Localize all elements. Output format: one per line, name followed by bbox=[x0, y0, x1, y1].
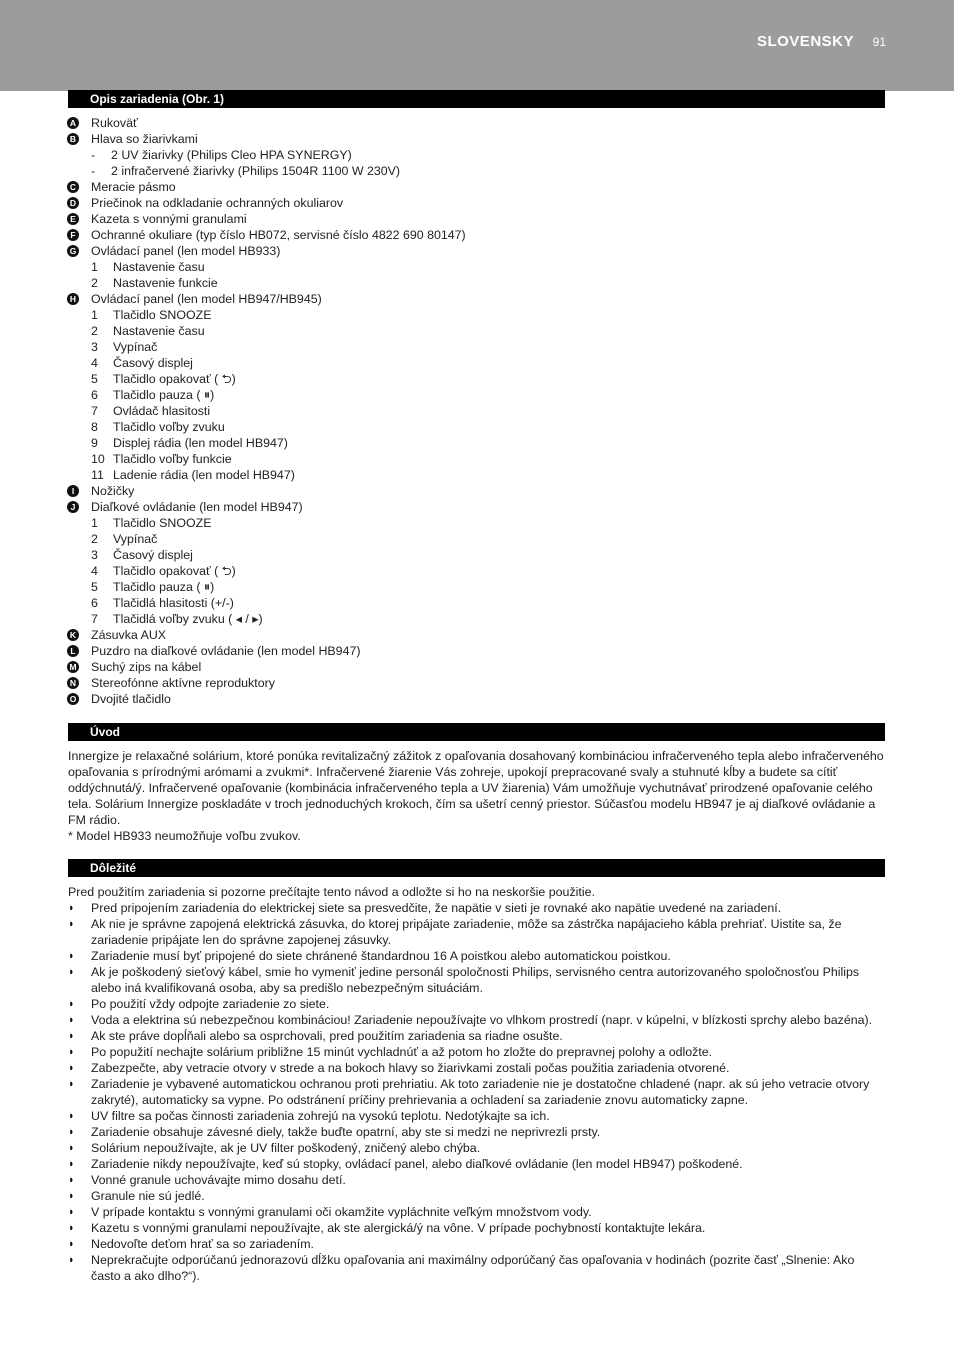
description-row bbox=[68, 451, 885, 467]
part-letter-badge: K bbox=[67, 629, 79, 641]
sub-item-number: 3 bbox=[91, 340, 98, 354]
sub-item-number: 5 bbox=[91, 580, 98, 594]
bullet-text: Ak ste práve dopĺňali alebo sa osprchovali, pred použitím zariadenia sa riadne osušte. bbox=[91, 1029, 563, 1043]
sub-item-label: Časový displej bbox=[113, 356, 193, 370]
sub-item-label: Nastavenie funkcie bbox=[113, 276, 218, 290]
sub-item-label: Tlačidlo voľby zvuku bbox=[113, 420, 225, 434]
part-letter-badge: O bbox=[67, 693, 79, 705]
description-row bbox=[68, 147, 885, 163]
description-row bbox=[68, 243, 885, 259]
bullet-text: Ak nie je správne zapojená elektrická zásuvka, do ktorej pripájate zariadenie, môže sa zástrčka napájacieho kábla prehriať. Uistite sa, že zariadenie pripájate len do správne zapojenej zásuvky. bbox=[91, 917, 842, 947]
description-row bbox=[68, 675, 885, 691]
dash-marker: - bbox=[91, 164, 96, 178]
sub-item-number: 1 bbox=[91, 516, 98, 530]
bullet-item bbox=[68, 900, 885, 916]
bullet-item bbox=[68, 1028, 885, 1044]
bullet-icon: ◗ bbox=[68, 1142, 75, 1154]
part-label: Puzdro na diaľkové ovládanie (len model HB947) bbox=[91, 644, 361, 658]
description-row bbox=[68, 483, 885, 499]
description-row bbox=[68, 387, 885, 403]
sub-item-label: Tlačidlo pauza ( ⏸) bbox=[113, 580, 215, 594]
bullet-icon: ◗ bbox=[68, 1158, 75, 1170]
bullet-item bbox=[68, 1252, 885, 1284]
bullet-icon: ◗ bbox=[68, 1190, 75, 1202]
part-label: Ochranné okuliare (typ číslo HB072, servisné číslo 4822 690 80147) bbox=[91, 228, 466, 242]
sub-item-number: 10 bbox=[91, 452, 105, 466]
sub-item-label: Tlačidlo pauza ( ⏸) bbox=[113, 388, 215, 402]
bullet-icon: ◗ bbox=[68, 1174, 75, 1186]
description-row bbox=[68, 371, 885, 387]
sub-item-label: Vypínač bbox=[113, 340, 158, 354]
part-letter-badge: L bbox=[67, 645, 79, 657]
bullet-icon: ◗ bbox=[68, 1254, 75, 1266]
bullet-item bbox=[68, 1044, 885, 1060]
sub-item-number: 2 bbox=[91, 276, 98, 290]
bullet-icon: ◗ bbox=[68, 1222, 75, 1234]
sub-item-number: 7 bbox=[91, 404, 98, 418]
bullet-item bbox=[68, 1012, 885, 1028]
part-label: Rukoväť bbox=[91, 116, 138, 130]
bullet-text: Granule nie sú jedlé. bbox=[91, 1189, 205, 1203]
description-row bbox=[68, 355, 885, 371]
sub-item-number: 1 bbox=[91, 308, 98, 322]
description-row bbox=[68, 467, 885, 483]
description-row bbox=[68, 547, 885, 563]
sub-item-label: Časový displej bbox=[113, 548, 193, 562]
bullet-text: Vonné granule uchovávajte mimo dosahu detí. bbox=[91, 1173, 346, 1187]
bullet-item bbox=[68, 1220, 885, 1236]
part-letter-badge: I bbox=[67, 485, 79, 497]
bullet-item bbox=[68, 1108, 885, 1124]
description-row bbox=[68, 163, 885, 179]
part-letter-badge: G bbox=[67, 245, 79, 257]
sub-item-number: 6 bbox=[91, 388, 98, 402]
bullet-text: Voda a elektrina sú nebezpečnou kombináciou! Zariadenie nepoužívajte vo vlhkom prostredí (napr. v kúpelni, v blízkosti sprchy alebo bazéna). bbox=[91, 1013, 873, 1027]
bullet-icon: ◗ bbox=[68, 902, 75, 914]
description-row bbox=[68, 563, 885, 579]
bullet-text: Zariadenie nikdy nepoužívajte, keď sú stopky, ovládací panel, alebo diaľkové ovládanie (len model HB947) poškodené. bbox=[91, 1157, 743, 1171]
sub-item-number: 5 bbox=[91, 372, 98, 386]
description-row bbox=[68, 275, 885, 291]
bullet-item bbox=[68, 996, 885, 1012]
sub-item-label: Tlačidlá hlasitosti (+/-) bbox=[113, 596, 234, 610]
sub-item-number: 6 bbox=[91, 596, 98, 610]
part-letter-badge: J bbox=[67, 501, 79, 513]
bullet-item bbox=[68, 1236, 885, 1252]
description-row bbox=[68, 691, 885, 707]
part-label: Stereofónne aktívne reproduktory bbox=[91, 676, 275, 690]
bullet-item bbox=[68, 1188, 885, 1204]
bullet-item bbox=[68, 1172, 885, 1188]
part-letter-badge: F bbox=[67, 229, 79, 241]
sub-item-label: Nastavenie času bbox=[113, 324, 205, 338]
part-label: Dvojité tlačidlo bbox=[91, 692, 171, 706]
description-row bbox=[68, 435, 885, 451]
bullet-item bbox=[68, 1076, 885, 1108]
sub-item-label: Tlačidlo opakovať ( ⮌) bbox=[113, 564, 236, 578]
sub-item-label: Ladenie rádia (len model HB947) bbox=[113, 468, 295, 482]
description-row bbox=[68, 627, 885, 643]
sub-item-number: 1 bbox=[91, 260, 98, 274]
bullet-text: V prípade kontaktu s vonnými granulami oči okamžite vypláchnite veľkým množstvom vody. bbox=[91, 1205, 592, 1219]
description-row bbox=[68, 579, 885, 595]
description-row bbox=[68, 643, 885, 659]
part-label: Kazeta s vonnými granulami bbox=[91, 212, 247, 226]
sub-item-label: Ovládač hlasitosti bbox=[113, 404, 211, 418]
part-label: Meracie pásmo bbox=[91, 180, 176, 194]
bullet-text: Solárium nepoužívajte, ak je UV filter poškodený, zničený alebo chýba. bbox=[91, 1141, 481, 1155]
section-title-intro: Úvod bbox=[68, 723, 885, 741]
bullet-icon: ◗ bbox=[68, 966, 75, 978]
bullet-text: Zabezpečte, aby vetracie otvory v strede a na bokoch hlavy so žiarivkami zostali počas použitia zariadenia otvorené. bbox=[91, 1061, 730, 1075]
description-row bbox=[68, 595, 885, 611]
bullet-text: Nedovoľte deťom hrať sa so zariadením. bbox=[91, 1237, 314, 1251]
bullet-text: Kazetu s vonnými granulami nepoužívajte, ak ste alergická/ý na vône. V prípade pochybností kontaktujte lekára. bbox=[91, 1221, 706, 1235]
sub-item-number: 4 bbox=[91, 356, 98, 370]
part-letter-badge: A bbox=[67, 117, 79, 129]
important-block bbox=[68, 884, 885, 1284]
sub-item-number: 11 bbox=[91, 468, 104, 482]
important-lead: Pred použitím zariadenia si pozorne prečítajte tento návod a odložte si ho na neskoršie použitie. bbox=[68, 885, 595, 899]
bullet-icon: ◗ bbox=[68, 1126, 75, 1138]
bullet-item bbox=[68, 916, 885, 948]
bullet-item bbox=[68, 1140, 885, 1156]
dash-marker: - bbox=[91, 148, 96, 162]
page-number: 91 bbox=[872, 35, 886, 49]
sub-item-number: 2 bbox=[91, 532, 98, 546]
bullet-text: Po použití vždy odpojte zariadenie zo siete. bbox=[91, 997, 330, 1011]
description-row bbox=[68, 659, 885, 675]
part-label: Nožičky bbox=[91, 484, 135, 498]
sub-item-label: Vypínač bbox=[113, 532, 158, 546]
bullet-item bbox=[68, 1204, 885, 1220]
bullet-text: Zariadenie musí byť pripojené do siete chránené štandardnou 16 A poistkou alebo automatickou poistkou. bbox=[91, 949, 671, 963]
intro-block bbox=[68, 748, 885, 844]
part-letter-badge: E bbox=[67, 213, 79, 225]
description-row bbox=[68, 499, 885, 515]
bullet-text: Po popužití nechajte solárium približne 15 minút vychladnúť a až potom ho zložte do prepravnej polohy a odložte. bbox=[91, 1045, 713, 1059]
bullet-icon: ◗ bbox=[68, 1046, 75, 1058]
bullet-item bbox=[68, 1156, 885, 1172]
description-row bbox=[68, 515, 885, 531]
sub-item-label: Displej rádia (len model HB947) bbox=[113, 436, 288, 450]
bullet-icon: ◗ bbox=[68, 1014, 75, 1026]
bullet-item bbox=[68, 964, 885, 996]
sub-item-number: 3 bbox=[91, 548, 98, 562]
sub-item-number: 2 bbox=[91, 324, 98, 338]
sub-item-label: Tlačidlo SNOOZE bbox=[113, 516, 212, 530]
bullet-icon: ◗ bbox=[68, 1078, 75, 1090]
bullet-icon: ◗ bbox=[68, 1062, 75, 1074]
intro-paragraph: Innergize je relaxačné solárium, ktoré ponúka revitalizačný zážitok z opaľovania dosahovaný kombináciou infračerveného tepla alebo infračerveného opaľovania s prírodnými arómami a zvukmi*. Infračervené žiarenie Vás zohreje, upokojí prepracované svaly a stuhnuté kĺby a budete sa cítiť oddýchnutá/ý. Infračervené opaľovanie (kombinácia infračerveného tepla a UV žiarenia) Vám umožňuje vychutnávať prirodzené opaľovanie celého tela. Solárium Innergize poskladáte v troch jednoduchých krokoch, čím sa ušetrí cenný priestor. Súčasťou modelu HB947 je aj diaľkové ovládanie a FM rádio. bbox=[68, 749, 884, 827]
bullet-text: Zariadenie obsahuje závesné diely, takže buďte opatrní, aby ste si medzi ne neprivrezli prsty. bbox=[91, 1125, 601, 1139]
description-row bbox=[68, 419, 885, 435]
bullet-item bbox=[68, 948, 885, 964]
sub-item-label: Nastavenie času bbox=[113, 260, 205, 274]
sub-item-number: 7 bbox=[91, 612, 98, 626]
part-letter-badge: D bbox=[67, 197, 79, 209]
description-row bbox=[68, 307, 885, 323]
bullet-text: Pred pripojením zariadenia do elektrickej siete sa presvedčite, že napätie v sieti je rovnaké ako napätie uvedené na zariadení. bbox=[91, 901, 782, 915]
description-row bbox=[68, 115, 885, 131]
bullet-icon: ◗ bbox=[68, 1238, 75, 1250]
part-letter-badge: H bbox=[67, 293, 79, 305]
sub-item-label: Tlačidlo voľby funkcie bbox=[113, 452, 232, 466]
description-list bbox=[68, 115, 885, 707]
bullet-icon: ◗ bbox=[68, 1110, 75, 1122]
description-row bbox=[68, 291, 885, 307]
part-letter-badge: C bbox=[67, 181, 79, 193]
bullet-icon: ◗ bbox=[68, 998, 75, 1010]
part-label: Hlava so žiarivkami bbox=[91, 132, 198, 146]
description-row bbox=[68, 403, 885, 419]
bullet-icon: ◗ bbox=[68, 950, 75, 962]
description-row bbox=[68, 227, 885, 243]
sub-item-number: 4 bbox=[91, 564, 98, 578]
description-row bbox=[68, 195, 885, 211]
part-letter-badge: M bbox=[67, 661, 79, 673]
description-row bbox=[68, 259, 885, 275]
description-row bbox=[68, 179, 885, 195]
description-row bbox=[68, 339, 885, 355]
sub-item-label: Tlačidlo SNOOZE bbox=[113, 308, 212, 322]
bullet-item bbox=[68, 1124, 885, 1140]
language-label: SLOVENSKY bbox=[756, 33, 854, 50]
sub-item-number: 9 bbox=[91, 436, 98, 450]
description-row bbox=[68, 323, 885, 339]
part-letter-badge: B bbox=[67, 133, 79, 145]
part-label: Ovládací panel (len model HB947/HB945) bbox=[91, 292, 322, 306]
bullet-text: Neprekračujte odporúčanú jednorazovú dĺžku opaľovania ani maximálny odporúčaný čas opaľovania v hodinách (pozrite časť „Slnenie: Ako často a ako dlho?“). bbox=[91, 1253, 855, 1283]
description-row bbox=[68, 611, 885, 627]
part-letter-badge: N bbox=[67, 677, 79, 689]
sub-item-number: 8 bbox=[91, 420, 98, 434]
part-label: Zásuvka AUX bbox=[91, 628, 167, 642]
section-title-important: Dôležité bbox=[68, 859, 885, 877]
bullet-text: Zariadenie je vybavené automatickou ochranou proti prehriatiu. Ak toto zariadenie nie je dostatočne chladené (napr. ak sú jeho vetracie otvory zakryté), automaticky sa vypne. Po odstránení príčiny prehrievania a ochladení sa zariadenie znovu automaticky zapne. bbox=[91, 1077, 870, 1107]
bullet-icon: ◗ bbox=[68, 918, 75, 930]
intro-note: * Model HB933 neumožňuje voľbu zvukov. bbox=[68, 829, 301, 843]
bullet-icon: ◗ bbox=[68, 1030, 75, 1042]
important-bullet-list bbox=[68, 900, 885, 1284]
bullet-icon: ◗ bbox=[68, 1206, 75, 1218]
part-label: Priečinok na odkladanie ochranných okuliarov bbox=[91, 196, 344, 210]
sub-item-label: Tlačidlá voľby zvuku ( ◂ / ▸) bbox=[113, 612, 263, 626]
part-label: Ovládací panel (len model HB933) bbox=[91, 244, 281, 258]
dash-item-label: 2 UV žiarivky (Philips Cleo HPA SYNERGY) bbox=[111, 148, 352, 162]
bullet-text: Ak je poškodený sieťový kábel, smie ho vymeniť jedine personál spoločnosti Philips, servisného centra autorizovaného spoločnosťou Philips alebo iná kvalifikovaná osoba, aby sa predišlo nebezpečným situáciám. bbox=[91, 965, 860, 995]
part-label: Suchý zips na kábel bbox=[91, 660, 202, 674]
bullet-item bbox=[68, 1060, 885, 1076]
sub-item-label: Tlačidlo opakovať ( ⮌) bbox=[113, 372, 236, 386]
section-title-description: Opis zariadenia (Obr. 1) bbox=[68, 90, 885, 108]
description-row bbox=[68, 211, 885, 227]
bullet-text: UV filtre sa počas činnosti zariadenia zohrejú na vysokú teplotu. Nedotýkajte sa ich. bbox=[91, 1109, 550, 1123]
description-row bbox=[68, 531, 885, 547]
page-header bbox=[0, 0, 954, 91]
description-row bbox=[68, 131, 885, 147]
part-label: Diaľkové ovládanie (len model HB947) bbox=[91, 500, 303, 514]
dash-item-label: 2 infračervené žiarivky (Philips 1504R 1100 W 230V) bbox=[111, 164, 401, 178]
